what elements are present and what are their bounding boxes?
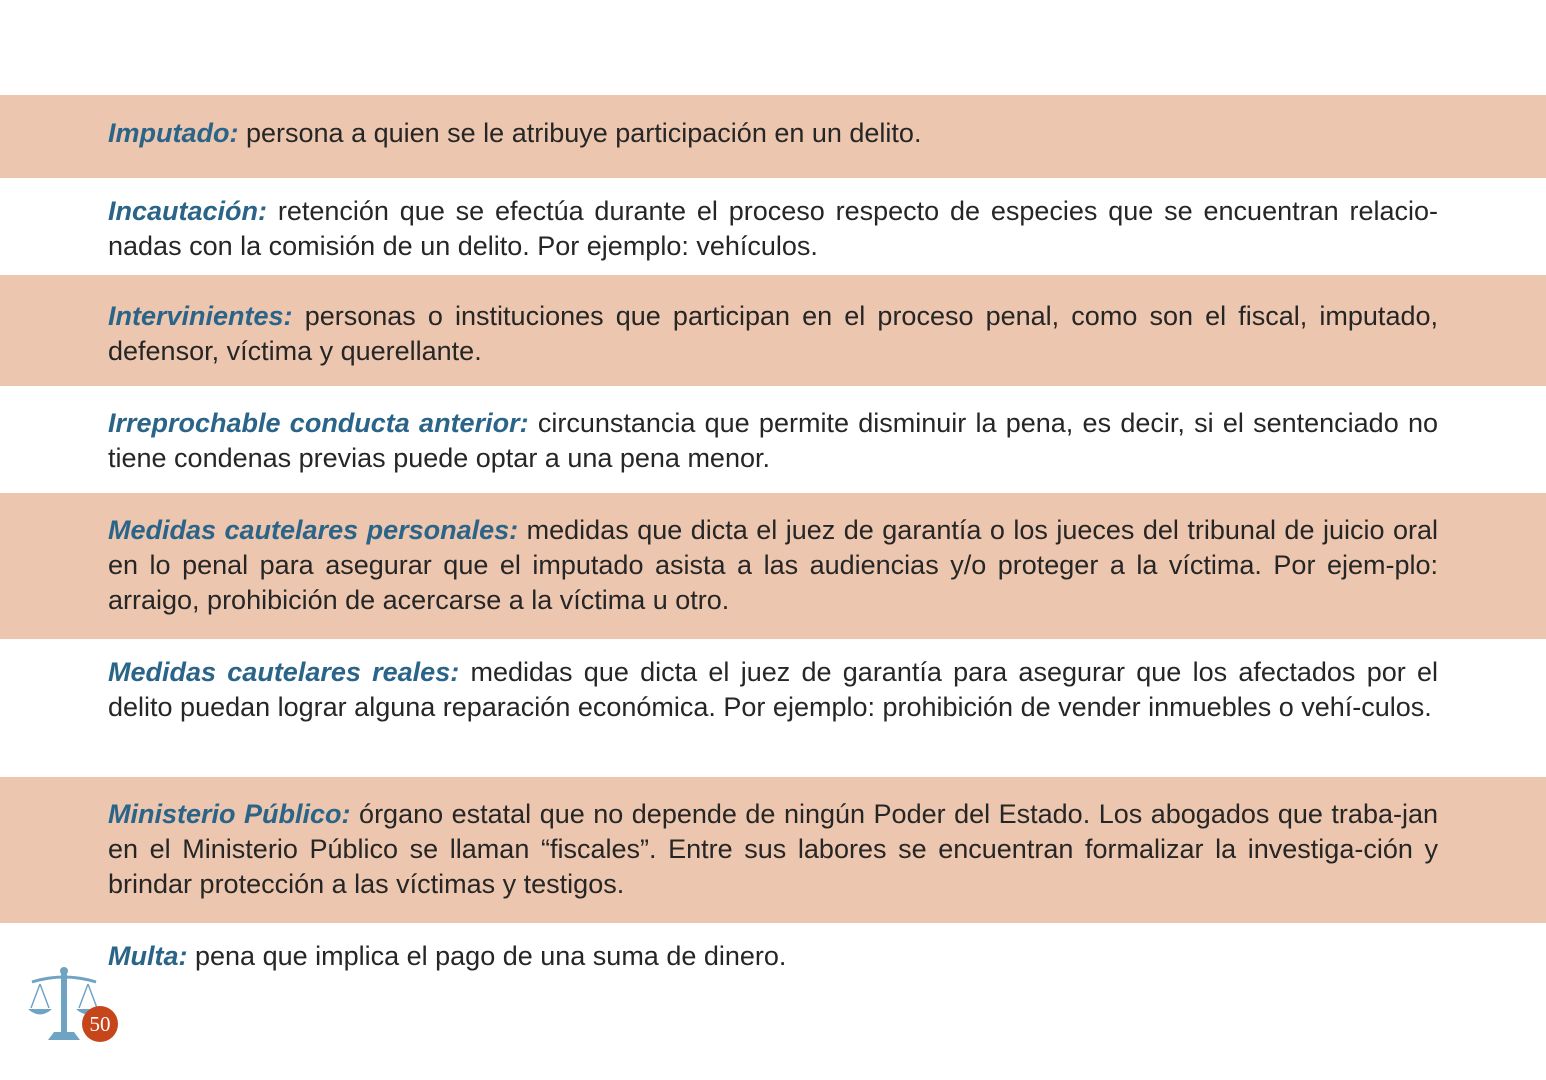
entry-term: Imputado: [108,118,239,148]
entry-definition: circunstancia que permite disminuir la pena, es decir, si el sentenciado no tiene condenas previas puede optar a una pena menor. [108,408,1438,473]
entry-term: Medidas cautelares personales: [108,515,519,545]
entry-term: Medidas cautelares reales: [108,657,460,687]
entry-definition: órgano estatal que no depende de ningún Poder del Estado. Los abogados que traba-jan en el Ministerio Público se llaman “fiscales”. Entre sus labores se encuentran formalizar la investiga-ción y brindar protección a las víctimas y testigos. [108,799,1438,899]
entry-definition: persona a quien se le atribuye participación en un delito. [246,118,922,148]
entry-term: Ministerio Público: [108,799,351,829]
glossary-entry-irreprochable-conducta [0,386,1546,493]
glossary-entry-incautacion [0,178,1546,275]
entry-definition: retención que se efectúa durante el proceso respecto de especies que se encuentran relacio-nadas con la comisión de un delito. Por ejemplo: vehículos. [108,196,1438,261]
glossary-entry-multa [0,923,1546,983]
glossary-entry-medidas-cautelares-personales [0,493,1546,639]
glossary-entry-medidas-cautelares-reales [0,639,1546,777]
entry-term: Incautación: [108,196,268,226]
page-number-badge: 50 [82,1006,118,1042]
entry-definition: medidas que dicta el juez de garantía para asegurar que los afectados por el delito puedan lograr alguna reparación económica. Por ejemplo: prohibición de vender inmuebles o vehí-culos. [108,657,1438,722]
entry-term: Multa: [108,941,188,971]
glossary-entry-intervinientes [0,275,1546,386]
entry-definition: pena que implica el pago de una suma de dinero. [195,941,787,971]
entry-definition: personas o instituciones que participan en el proceso penal, como son el fiscal, imputado, defensor, víctima y querellante. [108,301,1438,366]
entry-term: Irreprochable conducta anterior: [108,408,529,438]
entry-definition: medidas que dicta el juez de garantía o los jueces del tribunal de juicio oral en lo penal para asegurar que el imputado asista a las audiencias y/o proteger a la víctima. Por ejem-plo: arraigo, prohibición de acercarse a la víctima u otro. [108,515,1438,615]
entry-term: Intervinientes: [108,301,293,331]
glossary-entry-imputado [0,95,1546,178]
glossary-entry-ministerio-publico [0,777,1546,923]
